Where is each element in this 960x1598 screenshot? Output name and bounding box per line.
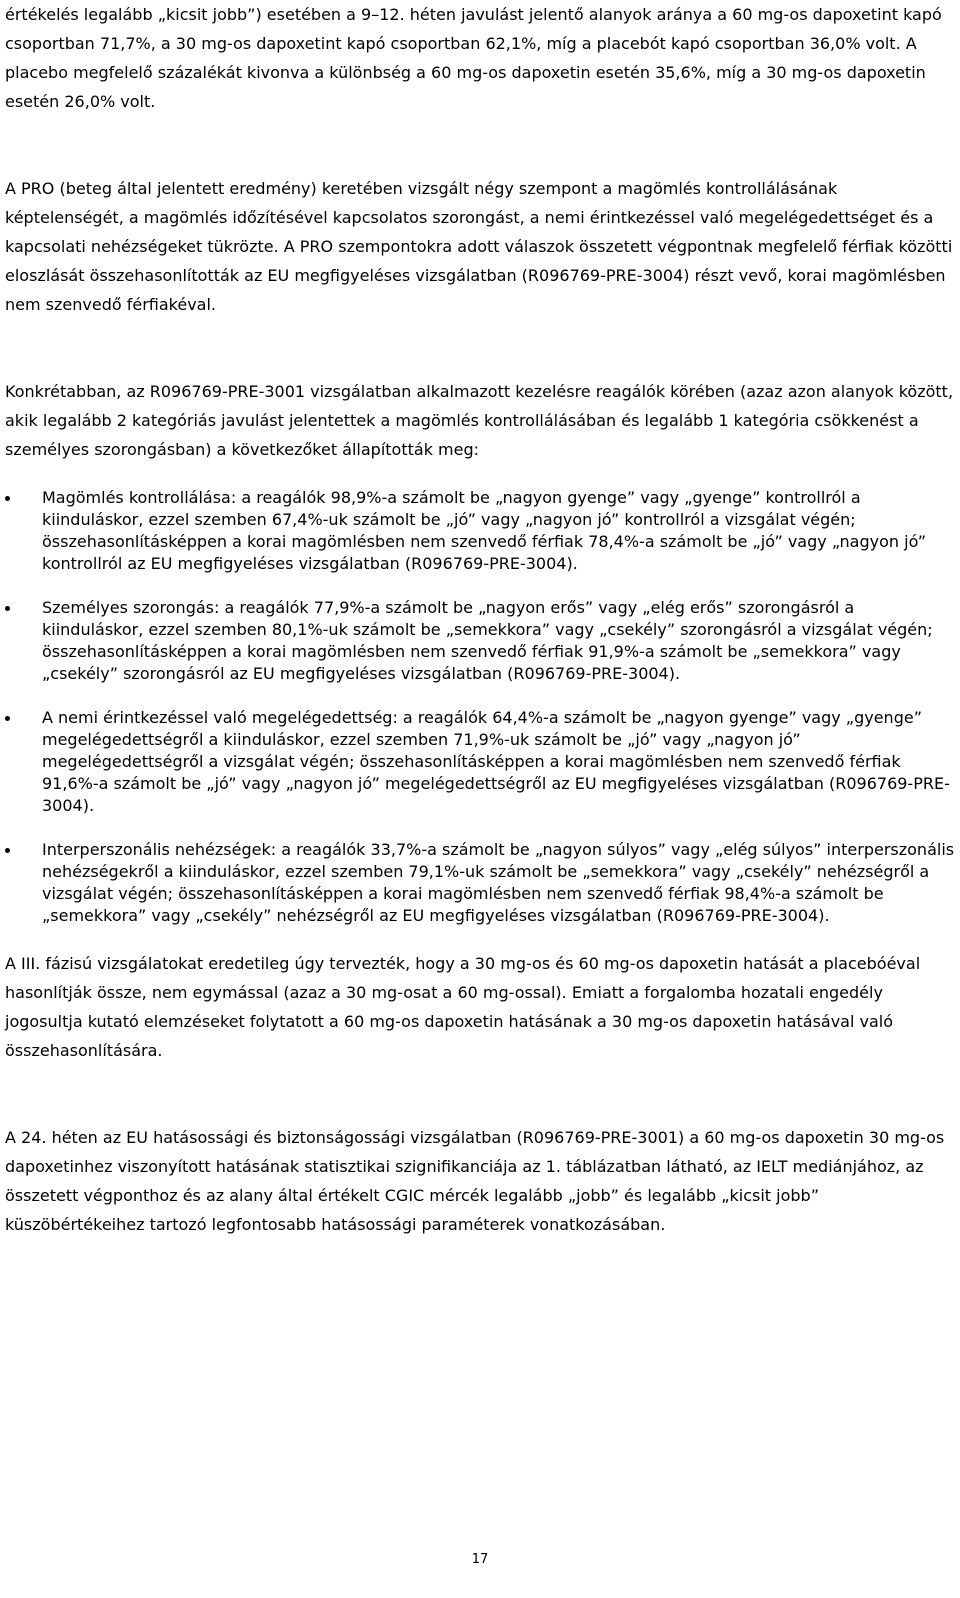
list-item (5, 839, 955, 927)
bullet-icon (5, 848, 10, 853)
paragraph-week-24-significance: A 24. héten az EU hatásossági és biztonságossági vizsgálatban (R096769-PRE-3001) a 60 mg-os dapoxetin 30 mg-os dapoxetinhez viszonyított hatásának statisztikai szignifikanciája az 1. táblázatban látható, az IELT mediánjához, az összetett végponthoz és az alany által értékelt CGIC mércék legalább „jobb” és legalább „kicsit jobb” küszöbértékeihez tartozó legfontosabb hatásossági paraméterek vonatkozásában. (5, 1128, 945, 1234)
list-item-text: Magömlés kontrollálása: a reagálók 98,9%-a számolt be „nagyon gyenge” vagy „gyenge” kontrollról a kiinduláskor, ezzel szemben 67,4%-uk számolt be „jó” vagy „nagyon jó” kontrollról a vizsgálat végén; összehasonlításképpen a korai magömlésben nem szenvedő férfiak 78,4%-a számolt be „jó” vagy „nagyon jó” kontrollról az EU megfigyeléses vizsgálatban (R096769-PRE-3004). (42, 488, 927, 573)
page-number: 17 (471, 1552, 489, 1567)
paragraph-response-rates: értékelés legalább „kicsit jobb”) esetében a 9–12. héten javulást jelentő alanyok aránya a 60 mg-os dapoxetint kapó csoportban 71,7%, a 30 mg-os dapoxetint kapó csoportban 62,1%, míg a placebót kapó csoportban 36,0% volt. A placebo megfelelő százalékát kivonva a különbség a 60 mg-os dapoxetin esetén 35,6%, míg a 30 mg-os dapoxetin esetén 26,0% volt. (5, 5, 942, 111)
document-page (5, 0, 955, 1239)
spacer (5, 145, 955, 174)
spacer (5, 319, 955, 348)
spacer (5, 116, 955, 145)
bullet-icon (5, 606, 10, 611)
spacer (5, 817, 955, 839)
list-item (5, 487, 955, 575)
list-item (5, 597, 955, 685)
bullet-icon (5, 496, 10, 501)
spacer (5, 575, 955, 597)
paragraph-responders-intro: Konkrétabban, az R096769-PRE-3001 vizsgálatban alkalmazott kezelésre reagálók körében (azaz azon alanyok között, akik legalább 2 kategóriás javulást jelentettek a magömlés kontrollálásában és legalább 1 kategória csökkenést a személyes szorongásban) a következőket állapították meg: (5, 382, 954, 459)
responder-findings-list (5, 487, 955, 927)
spacer (5, 927, 955, 949)
paragraph-pro-aspects: A PRO (beteg által jelentett eredmény) keretében vizsgált négy szempont a magömlés kontrollálásának képtelenségét, a magömlés időzítésével kapcsolatos szorongást, a nemi érintkezéssel való megelégedettséget és a kapcsolati nehézségeket tükrözte. A PRO szempontokra adott válaszok összetett végpontnak megfelelő férfiak közötti eloszlását összehasonlították az EU megfigyeléses vizsgálatban (R096769-PRE-3004) részt vevő, korai magömlésben nem szenvedő férfiakéval. (5, 179, 953, 314)
spacer (5, 348, 955, 377)
list-item-text: Személyes szorongás: a reagálók 77,9%-a számolt be „nagyon erős” vagy „elég erős” szorongásról a kiinduláskor, ezzel szemben 80,1%-uk számolt be „semekkora” vagy „csekély” szorongásról a vizsgálat végén; összehasonlításképpen a korai magömlésben nem szenvedő férfiak 91,9%-a számolt be „semekkora” vagy „csekély” szorongásról az EU megfigyeléses vizsgálatban (R096769-PRE-3004). (42, 598, 933, 683)
list-item-text: Interperszonális nehézségek: a reagálók 33,7%-a számolt be „nagyon súlyos” vagy „elég súlyos” interperszonális nehézségekről a kiinduláskor, ezzel szemben 79,1%-uk számolt be „semekkora” vagy „csekély” nehézségről a vizsgálat végén; összehasonlításképpen a korai magömlésben nem szenvedő férfiak 98,4%-a számolt be „semekkora” vagy „csekély” nehézségről az EU megfigyeléses vizsgálatban (R096769-PRE-3004). (42, 840, 955, 925)
paragraph-phase-iii-design: A III. fázisú vizsgálatokat eredetileg úgy tervezték, hogy a 30 mg-os és 60 mg-os dapoxetin hatását a placebóéval hasonlítják össze, nem egymással (azaz a 30 mg-osat a 60 mg-ossal). Emiatt a forgalomba hozatali engedély jogosultja kutató elemzéseket folytatott a 60 mg-os dapoxetin hatásának a 30 mg-os dapoxetin hatásával való összehasonlítására. (5, 954, 921, 1060)
spacer (5, 1094, 955, 1123)
spacer (5, 464, 955, 487)
list-item (5, 707, 955, 817)
spacer (5, 1065, 955, 1094)
list-item-text: A nemi érintkezéssel való megelégedettség: a reagálók 64,4%-a számolt be „nagyon gyenge” vagy „gyenge” megelégedettségről a kiinduláskor, ezzel szemben 71,9%-uk számolt be „jó” vagy „nagyon jó” megelégedettségről a vizsgálat végén; összehasonlításképpen a korai magömlésben nem szenvedő férfiak 91,6%-a számolt be „jó” vagy „nagyon jó” megelégedettségről az EU megfigyeléses vizsgálatban (R096769-PRE-3004). (42, 708, 950, 815)
bullet-icon (5, 716, 10, 721)
spacer (5, 685, 955, 707)
